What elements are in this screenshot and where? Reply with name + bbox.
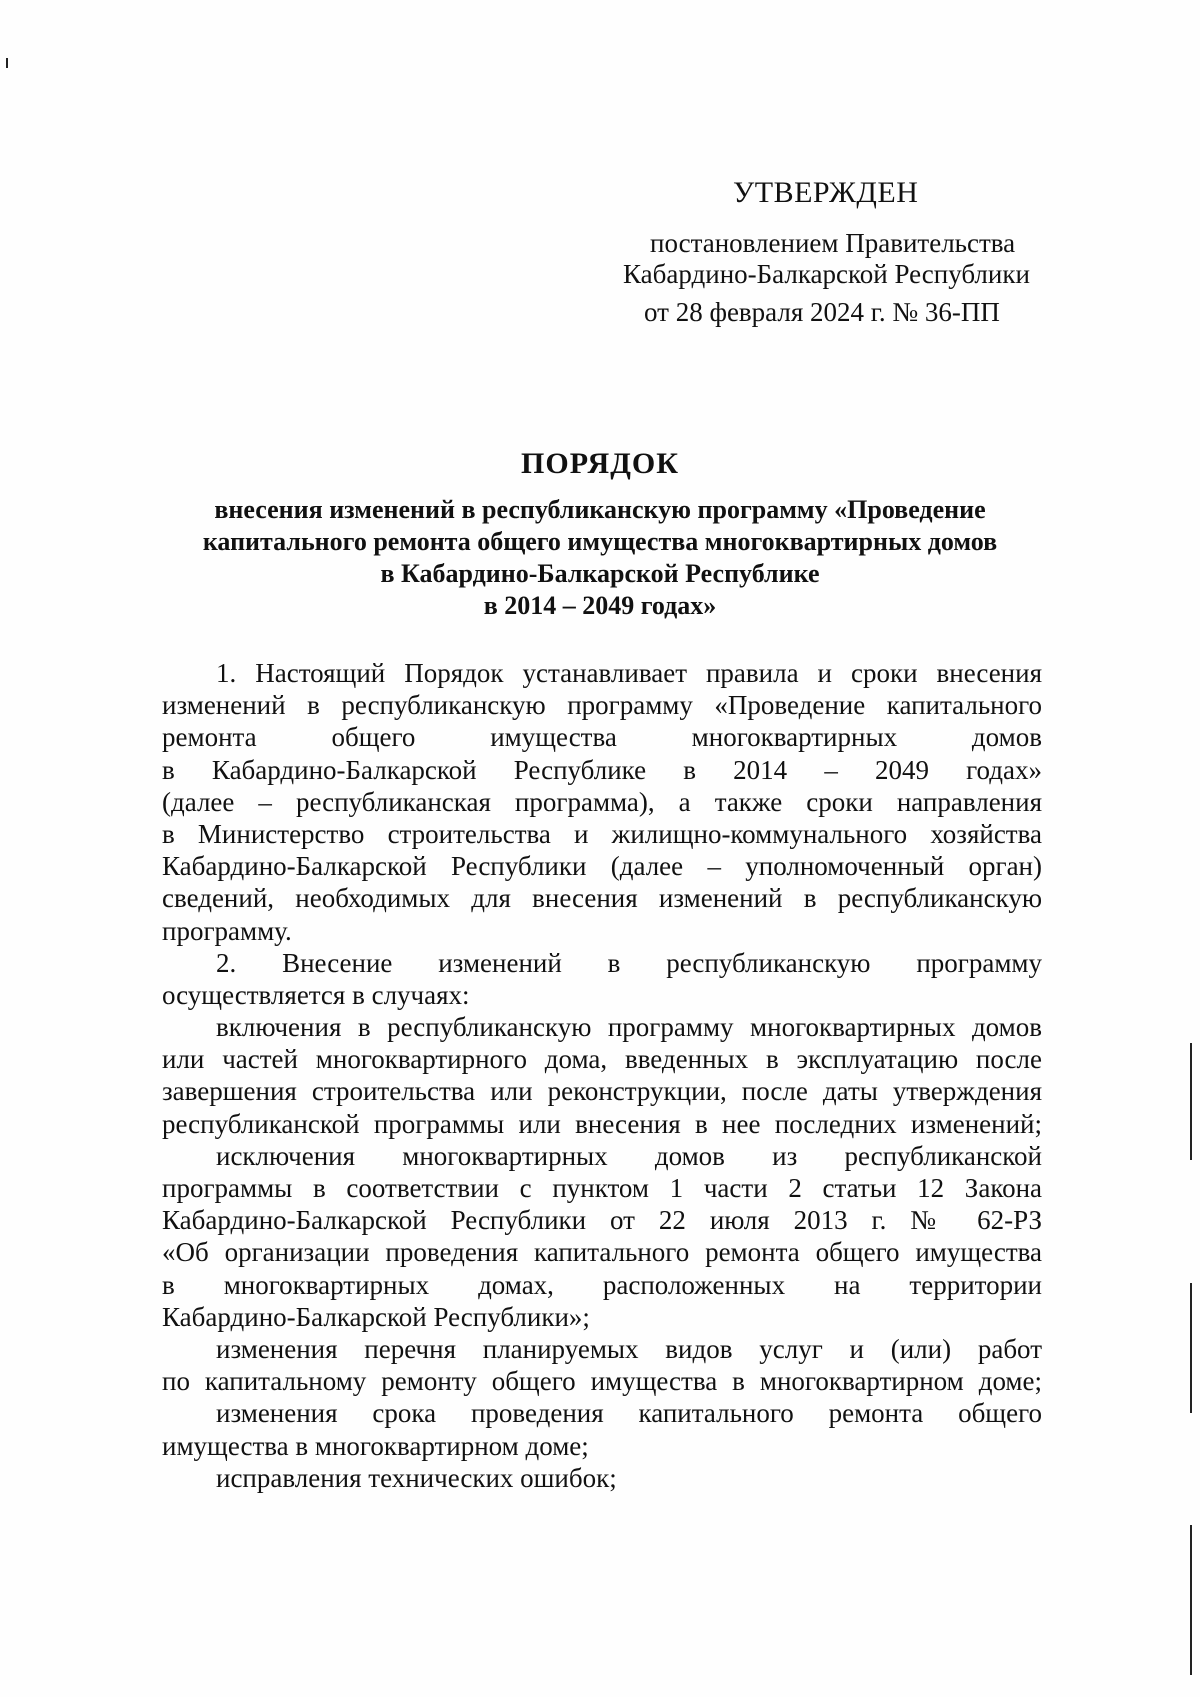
body-line: исправления технических ошибок; <box>216 1462 617 1493</box>
scan-artifact <box>6 58 8 68</box>
document-title: ПОРЯДОК <box>521 447 679 480</box>
body-line: программу. <box>162 915 292 946</box>
body-line: в многоквартирных домах, расположенных на территории <box>162 1269 1042 1300</box>
body-line: по капитальному ремонту общего имущества в многоквартирном доме; <box>162 1366 1042 1397</box>
body-line: в Министерство строительства и жилищно-коммунального хозяйства <box>162 818 1042 849</box>
body-line: Кабардино-Балкарской Республики»; <box>162 1301 590 1332</box>
body-line: (далее – республиканская программа), а также сроки направления <box>162 786 1042 817</box>
body-line: или частей многоквартирного дома, введенных в эксплуатацию после <box>162 1044 1042 1075</box>
body-line: изменения срока проведения капитального ремонта общего <box>216 1398 1042 1429</box>
subtitle-line: капитального ремонта общего имущества многоквартирных домов <box>202 527 998 556</box>
body-line: «Об организации проведения капитального ремонта общего имущества <box>162 1237 1042 1268</box>
subtitle-line: внесения изменений в республиканскую программу «Проведение <box>214 495 986 524</box>
body-line: Кабардино-Балкарской Республики от 22 июля 2013 г. № 62-РЗ <box>162 1205 1042 1236</box>
approval-line-2: Кабардино-Балкарской Республики <box>623 259 1030 289</box>
scan-artifact <box>1190 1525 1192 1675</box>
approval-line-3: от 28 февраля 2024 г. № 36-ПП <box>644 297 1000 327</box>
body-line: изменения перечня планируемых видов услуг и (или) работ <box>216 1333 1042 1364</box>
body-line: Кабардино-Балкарской Республики (далее – уполномоченный орган) <box>162 851 1042 882</box>
body-line: изменений в республиканскую программу «Проведение капитального <box>162 690 1042 721</box>
body-line: программы в соответствии с пунктом 1 части 2 статьи 12 Закона <box>162 1173 1042 1203</box>
subtitle-line: в Кабардино-Балкарской Республике <box>380 559 820 588</box>
body-line: осуществляется в случаях: <box>162 979 470 1010</box>
approval-line-1: постановлением Правительства <box>650 228 1016 258</box>
body-line: завершения строительства или реконструкции, после даты утверждения <box>162 1076 1042 1107</box>
body-line: исключения многоквартирных домов из республиканской <box>216 1140 1042 1171</box>
approval-title: УТВЕРЖДЕН <box>733 176 919 209</box>
body-line: республиканской программы или внесения в нее последних изменений; <box>162 1108 1042 1139</box>
document-body <box>162 657 1042 1494</box>
body-line: сведений, необходимых для внесения изменений в республиканскую <box>162 883 1042 914</box>
scan-artifact <box>1190 1283 1192 1413</box>
body-line: включения в республиканскую программу многоквартирных домов <box>216 1012 1042 1043</box>
body-line: имущества в многоквартирном доме; <box>162 1430 589 1461</box>
scan-artifact <box>1190 1043 1192 1160</box>
body-line: ремонта общего имущества многоквартирных домов <box>162 722 1042 753</box>
body-line: в Кабардино-Балкарской Республике в 2014 – 2049 годах» <box>162 754 1042 785</box>
subtitle-line: в 2014 – 2049 годах» <box>483 591 717 620</box>
body-line: 1. Настоящий Порядок устанавливает правила и сроки внесения <box>216 658 1042 688</box>
body-line: 2. Внесение изменений в республиканскую программу <box>216 947 1042 978</box>
